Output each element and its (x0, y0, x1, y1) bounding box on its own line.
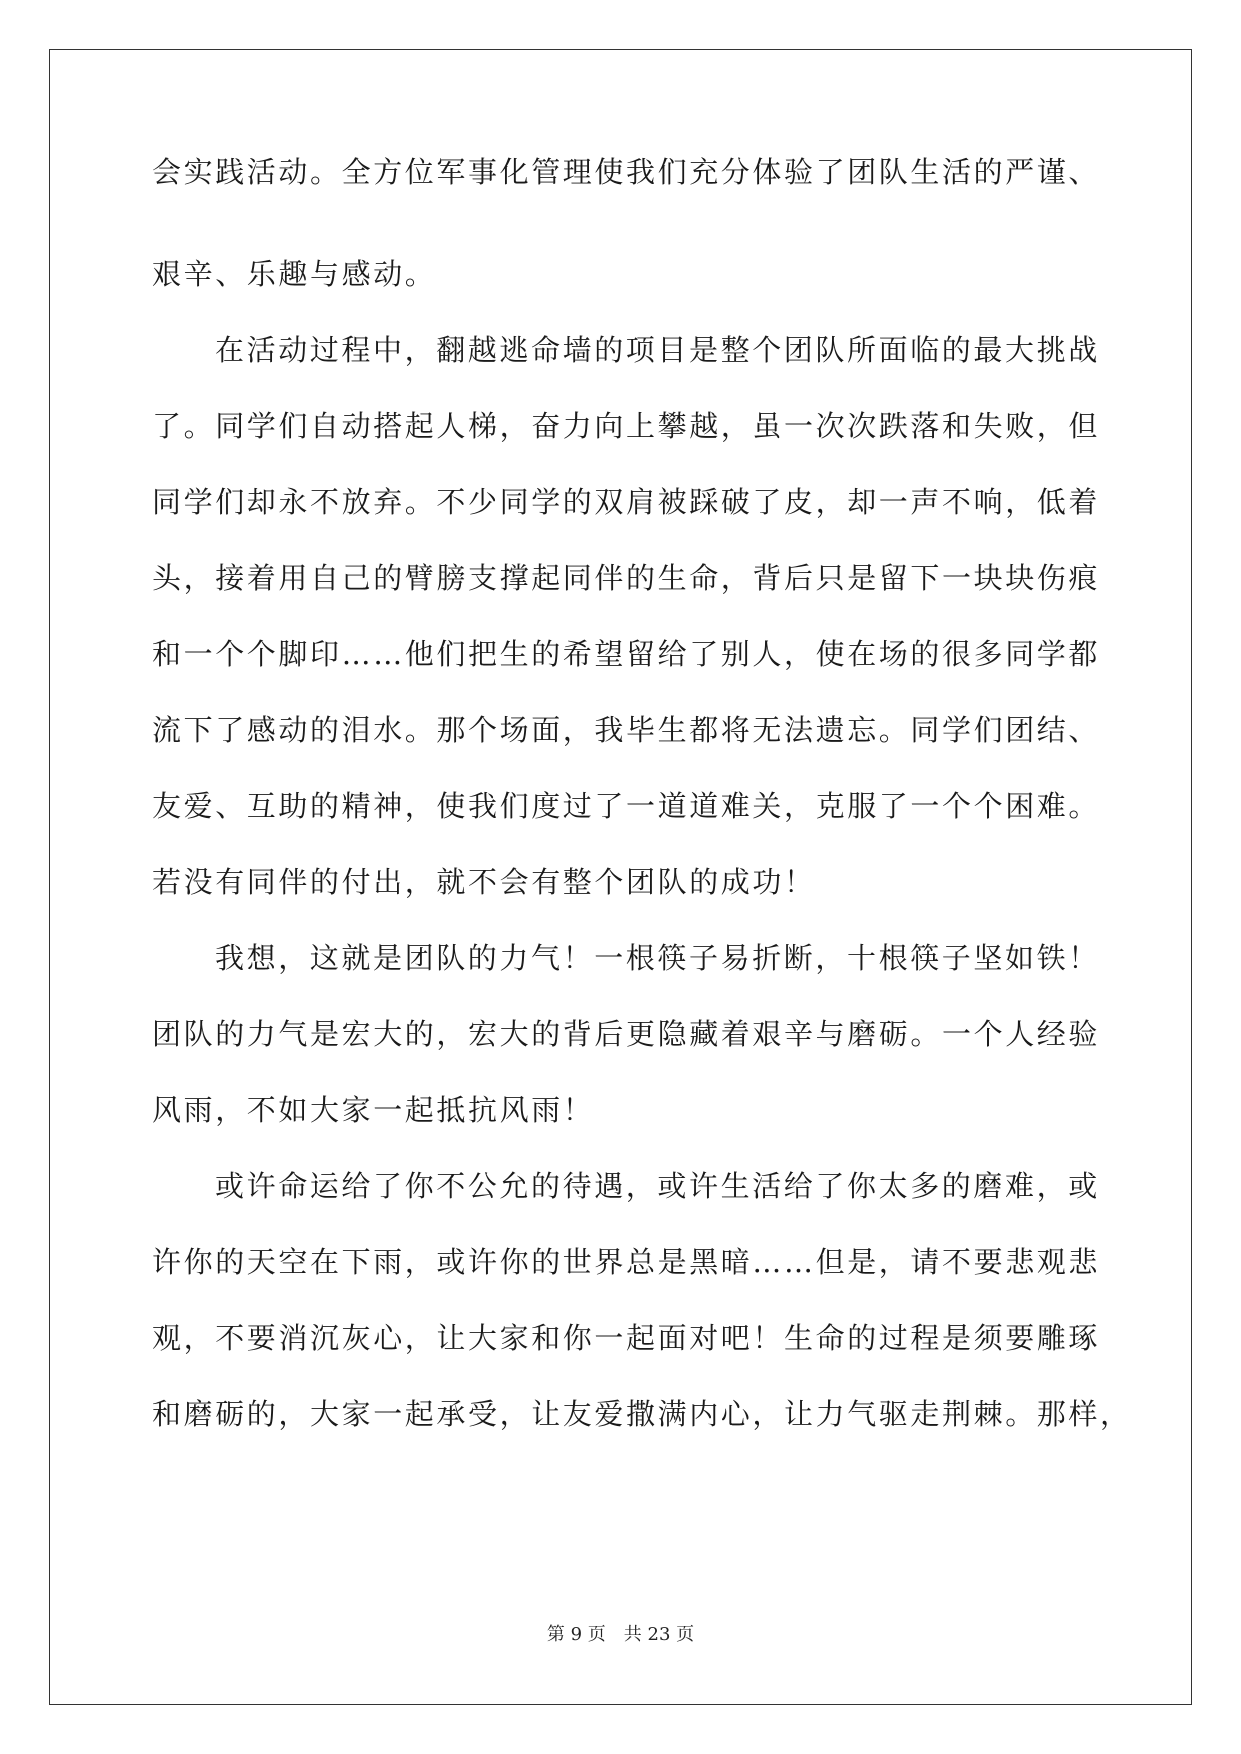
text-line: 团队的力气是宏大的，宏大的背后更隐藏着艰辛与磨砺。一个人经验 (152, 1017, 1101, 1051)
text-line: 会实践活动。全方位军事化管理使我们充分体验了团队生活的严谨、 (152, 155, 1101, 189)
text-line: 许你的天空在下雨，或许你的世界总是黑暗……但是，请不要悲观悲 (152, 1245, 1101, 1279)
text-line: 友爱、互助的精神，使我们度过了一道道难关，克服了一个个困难。 (152, 789, 1101, 823)
text-line: 我想，这就是团队的力气！一根筷子易折断，十根筷子坚如铁！ (215, 941, 1100, 975)
text-line: 观，不要消沉灰心，让大家和你一起面对吧！生命的过程是须要雕琢 (152, 1321, 1101, 1355)
text-line: 和磨砺的，大家一起承受，让友爱撒满内心，让力气驱走荆棘。那样， (152, 1397, 1132, 1431)
text-line: 同学们却永不放弃。不少同学的双肩被踩破了皮，却一声不响，低着 (152, 485, 1101, 519)
page-number: 第 9 页 (546, 1624, 606, 1645)
text-line: 艰辛、乐趣与感动。 (152, 257, 437, 291)
text-line: 在活动过程中，翻越逃命墙的项目是整个团队所面临的最大挑战 (215, 333, 1100, 367)
text-line: 头，接着用自己的臂膀支撑起同伴的生命，背后只是留下一块块伤痕 (152, 561, 1101, 595)
text-line: 风雨，不如大家一起抵抗风雨！ (152, 1093, 595, 1127)
text-line: 了。同学们自动搭起人梯，奋力向上攀越，虽一次次跌落和失败，但 (152, 409, 1101, 443)
text-line: 或许命运给了你不公允的待遇，或许生活给了你太多的磨难，或 (215, 1169, 1100, 1203)
page-total: 共 23 页 (623, 1624, 695, 1645)
text-line: 和一个个脚印……他们把生的希望留给了别人，使在场的很多同学都 (152, 637, 1101, 671)
document-body (152, 155, 1132, 1452)
text-line: 流下了感动的泪水。那个场面，我毕生都将无法遗忘。同学们团结、 (152, 713, 1101, 747)
text-line: 若没有同伴的付出，就不会有整个团队的成功！ (152, 865, 816, 899)
page-footer (0, 1620, 1241, 1646)
